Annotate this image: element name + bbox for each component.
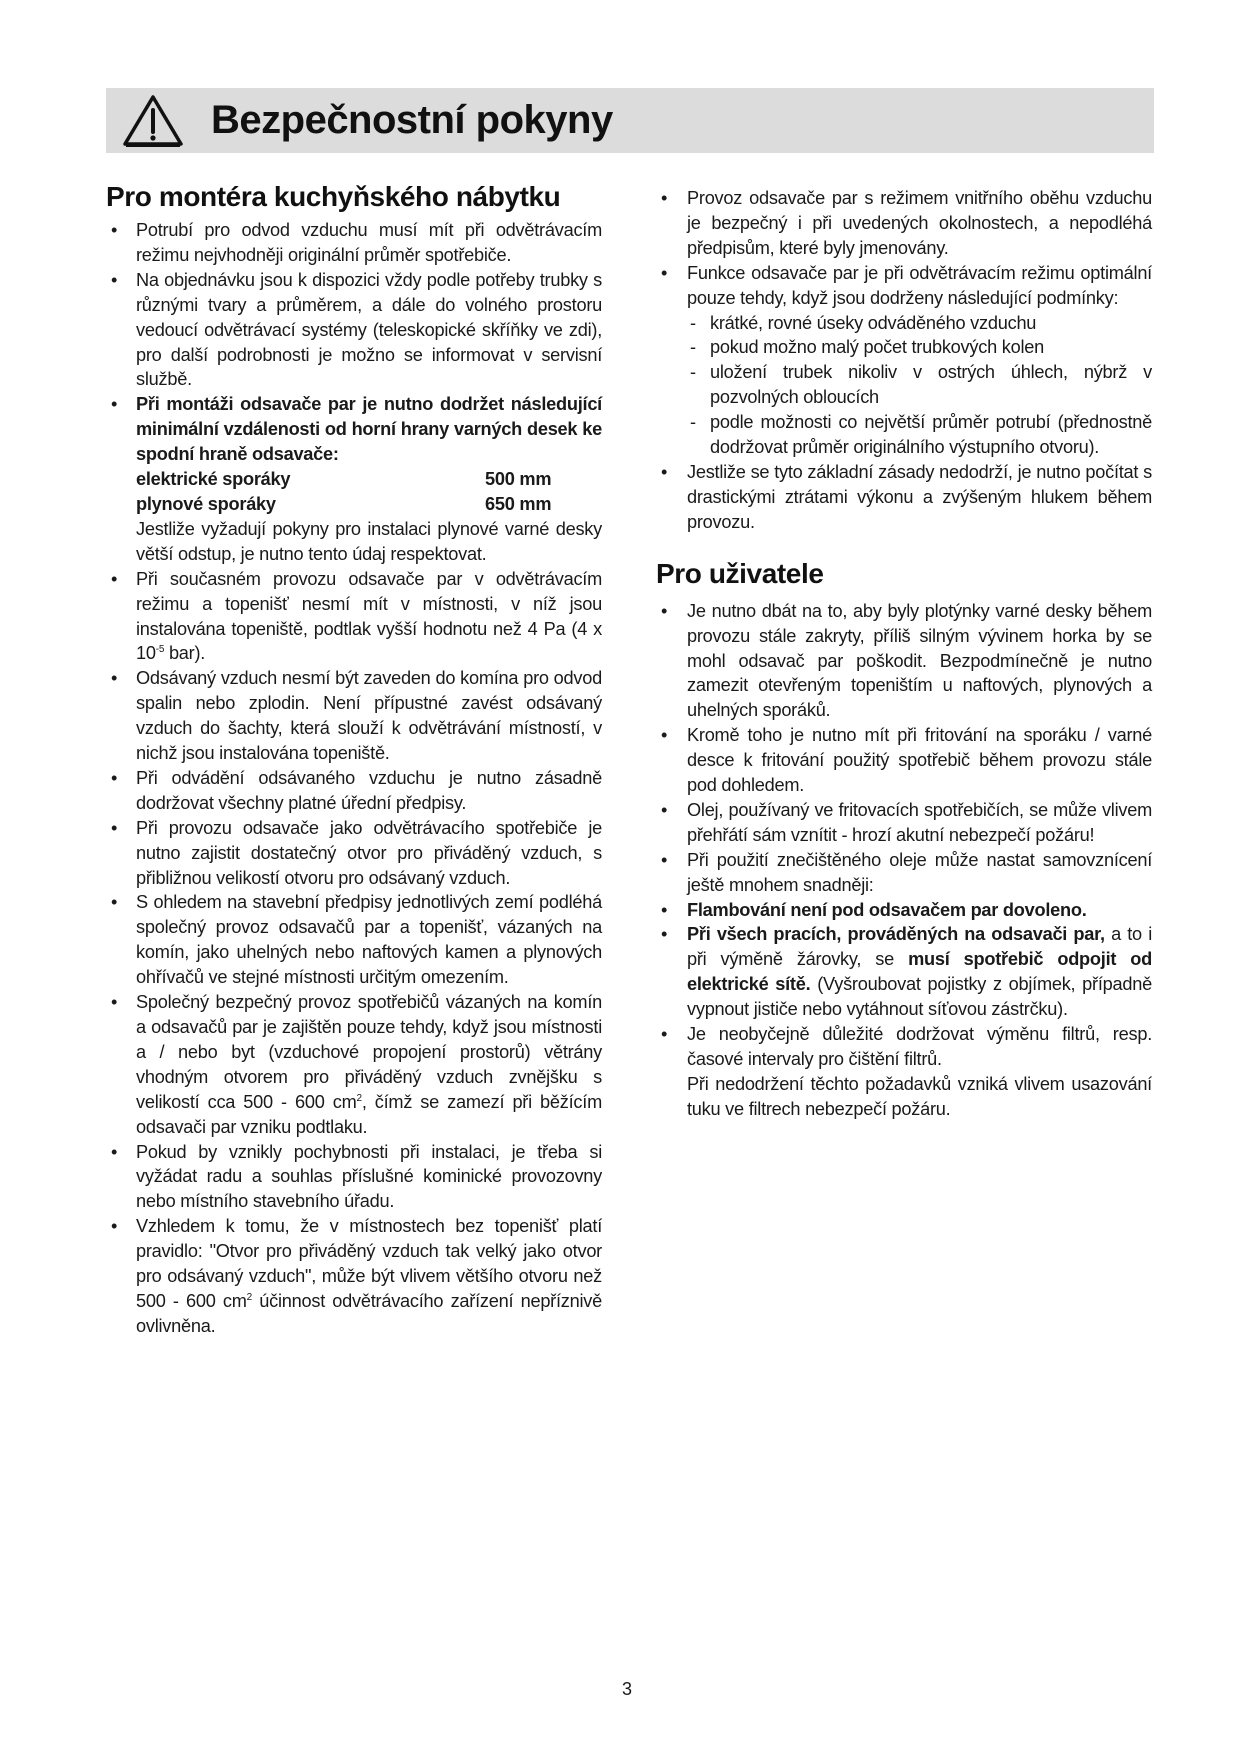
item-text [136, 1140, 602, 1215]
text-run: Funkce odsavače par je při odvětrávacím režimu optimální pouze tehdy, když jsou dodrženy následující podmínky: [687, 262, 1152, 308]
distance-value: 500 mm [485, 469, 552, 490]
item-text [687, 186, 1152, 261]
superscript: -5 [155, 644, 165, 656]
item-text [136, 990, 602, 1139]
distance-row [136, 492, 602, 517]
list-item [106, 268, 602, 393]
text-run: Jestliže vyžadují pokyny pro instalaci plynové varné desky větší odstup, je nutno tento údaj respektovat. [136, 518, 602, 564]
right-column [656, 180, 1152, 1122]
text-run: Na objednávku jsou k dispozici vždy podle potřeby trubky s různými tvary a průměrem, a dále do volného prostoru vedoucí odvětrávací systémy (teleskopické skříňky ve zdi), pro další podrobnosti je možno se informovat v servisní službě. [136, 269, 602, 390]
item-note [687, 1072, 1152, 1122]
text-run: Při provozu odsavače jako odvětrávacího spotřebiče je nutno zajistit dostatečný otvor pro přiváděný vzduch, s přibližnou velikostí otvoru pro odsávaný vzduch. [136, 817, 602, 888]
list-item [106, 990, 602, 1139]
item-text [136, 1214, 602, 1339]
list-item [656, 898, 1152, 923]
list-item [106, 218, 602, 268]
bold-text: Při montáži odsavače par je nutno dodržet následující minimální vzdálenosti od horní hrany varných desek ke spodní hraně odsavače: [136, 394, 602, 465]
section-heading-installer: Pro montéra kuchyňského nábytku [106, 181, 561, 212]
item-text [136, 816, 602, 891]
text-run: Při použití znečištěného oleje může nastat samovznícení ještě mnohem snadněji: [687, 849, 1152, 895]
list-item [106, 666, 602, 766]
item-text [136, 392, 602, 467]
item-text [687, 723, 1152, 798]
warning-triangle-icon [122, 94, 184, 148]
list-item [106, 816, 602, 891]
left-column [106, 180, 602, 1339]
text-run: , čímž se zamezí při běžícím odsavači par vzniku podtlaku. [136, 1091, 602, 1137]
distance-value: 650 mm [485, 493, 552, 514]
condition-item: - krátké, rovné úseky odváděného vzduchu [687, 311, 1152, 336]
text-run: bar). [164, 643, 206, 664]
list-item [106, 567, 602, 667]
item-text [687, 1022, 1152, 1072]
text-run: Jestliže se tyto základní zásady nedodrží, je nutno počítat s drastickými ztrátami výkonu a zvýšeným hlukem během provozu. [687, 461, 1152, 532]
text-run: Olej, používaný ve fritovacích spotřebičích, se může vlivem přehřátí sám vznítit - hrozí akutní nebezpečí požáru! [687, 799, 1152, 845]
bold-text: Při všech pracích, prováděných na odsavači par, [687, 924, 1105, 945]
distance-label: plynové sporáky [136, 493, 276, 514]
text-run: Pokud by vznikly pochybnosti při instalaci, je třeba si vyžádat radu a souhlas příslušné kominické provozovny nebo místního stavebního úřadu. [136, 1141, 602, 1212]
text-run: Provoz odsavače par s režimem vnitřního oběhu vzduchu je bezpečný i při uvedených okolnostech, a nepodléhá předpisům, které byly jmenovány. [687, 188, 1152, 258]
text-run: Společný bezpečný provoz spotřebičů vázaných na komín a odsavačů par je zajištěn pouze tehdy, když jsou místnosti a / nebo byt (vzduchové propojení prostorů) větrány vhodným otvorem pro přiváděný vzduch zvnějšku s velikostí cca 500 - 600 cm [136, 992, 602, 1112]
item-text [687, 798, 1152, 848]
condition-item: - podle možnosti co největší průměr potrubí (přednostně dodržovat průměr originálního výstupního otvoru). [687, 410, 1152, 460]
distance-label: elektrické sporáky [136, 469, 291, 490]
superscript: 2 [246, 1291, 252, 1303]
page-title: Bezpečnostní pokyny [211, 98, 613, 142]
list-item [656, 261, 1152, 460]
list-item [656, 186, 1152, 261]
condition-item: - uložení trubek nikoliv v ostrých úhlech, nýbrž v pozvolných obloucích [687, 360, 1152, 410]
text-run: Je nutno dbát na to, aby byly plotýnky varné desky během provozu stále zakryty, příliš silným vývinem horka by se mohl odsavač par poškodit. Bezpodmínečně je nutno zamezit otevřeným topeništím u naftových, plynových a uhelných sporáků. [687, 600, 1152, 721]
text-run: Potrubí pro odvod vzduchu musí mít při odvětrávacím režimu nejvhodněji originální průměr spotřebiče. [136, 220, 602, 265]
text-run: Odsávaný vzduch nesmí být zaveden do komína pro odvod spalin nebo zplodin. Není přípustné zavést odsávaný vzduch do šachty, která slouží k odvětrávání místností, v nichž jsou instalována topeniště. [136, 668, 602, 764]
list-item [106, 1140, 602, 1215]
list-item [106, 766, 602, 816]
section-heading-user: Pro uživatele [656, 557, 824, 589]
section-banner [106, 88, 1154, 153]
item-text [136, 218, 602, 268]
ventilation-instructions-list [656, 186, 1152, 535]
item-text [687, 922, 1152, 1022]
text-run: účinnost odvětrávacího zařízení nepříznivě ovlivněna. [136, 1290, 602, 1336]
list-item [656, 599, 1152, 724]
user-instructions-list [656, 599, 1152, 1122]
item-text [136, 666, 602, 766]
text-run: S ohledem na stavební předpisy jednotlivých zemí podléhá společný provoz odsavačů par a topenišť, vázaných na komín, jako uhelných nebo naftových kamen a plynových ohřívačů ve stejné místnosti určitým omezením. [136, 892, 602, 988]
list-item [106, 392, 602, 566]
text-run: (Vyšroubovat pojistky z objímek, případně vypnout jističe nebo vytáhnout síťovou zástrčku). [687, 974, 1152, 1020]
item-text [687, 261, 1152, 311]
text-run: Vzhledem k tomu, že v místnostech bez topenišť platí pravidlo: "Otvor pro přiváděný vzduch tak velký jako otvor pro odsávaný vzduch", může být vlivem většího otvoru než 500 - 600 cm [136, 1216, 602, 1311]
text-run: Při současném provozu odsavače par v odvětrávacím režimu a topenišť nesmí mít v místnosti, v níž jsou instalována topeniště, podtlak vyšší hodnotu než 4 Pa (4 x 10 [136, 568, 602, 664]
condition-item: - pokud možno malý počet trubkových kolen [687, 335, 1152, 360]
item-text [136, 766, 602, 816]
text-run: a to i při výměně žárovky, se [687, 924, 1152, 970]
list-item [106, 1214, 602, 1339]
condition-list [687, 311, 1152, 460]
bold-text: musí spotřebič odpojit od elektrické sítě. [687, 949, 1152, 995]
item-text [687, 460, 1152, 535]
item-text [136, 890, 602, 990]
list-item [656, 922, 1152, 1022]
item-text [136, 567, 602, 667]
item-text [136, 268, 602, 393]
list-item [106, 890, 602, 990]
installer-instructions-list [106, 218, 602, 1339]
list-item [656, 460, 1152, 535]
item-text [687, 898, 1152, 923]
page-number: 3 [622, 1679, 633, 1699]
list-item [656, 723, 1152, 798]
distance-row [136, 467, 602, 492]
superscript: 2 [356, 1092, 362, 1104]
text-run: Při nedodržení těchto požadavků vzniká vlivem usazování tuku ve filtrech nebezpečí požáru. [687, 1073, 1152, 1119]
list-item [656, 798, 1152, 848]
item-text [687, 599, 1152, 724]
item-note [136, 517, 602, 567]
list-item [656, 848, 1152, 898]
text-run: Kromě toho je nutno mít při fritování na sporáku / varné desce k fritování použitý spotřebič během provozu stále pod dohledem. [687, 725, 1152, 796]
item-text [687, 848, 1152, 898]
text-run: Při odvádění odsávaného vzduchu je nutno zásadně dodržovat všechny platné úřední předpisy. [136, 767, 602, 813]
bold-text: Flambování není pod odsavačem par dovoleno. [687, 899, 1087, 920]
list-item [656, 1022, 1152, 1122]
text-run: Je neobyčejně důležité dodržovat výměnu filtrů, resp. časové intervaly pro čištění filtrů. [687, 1024, 1152, 1069]
